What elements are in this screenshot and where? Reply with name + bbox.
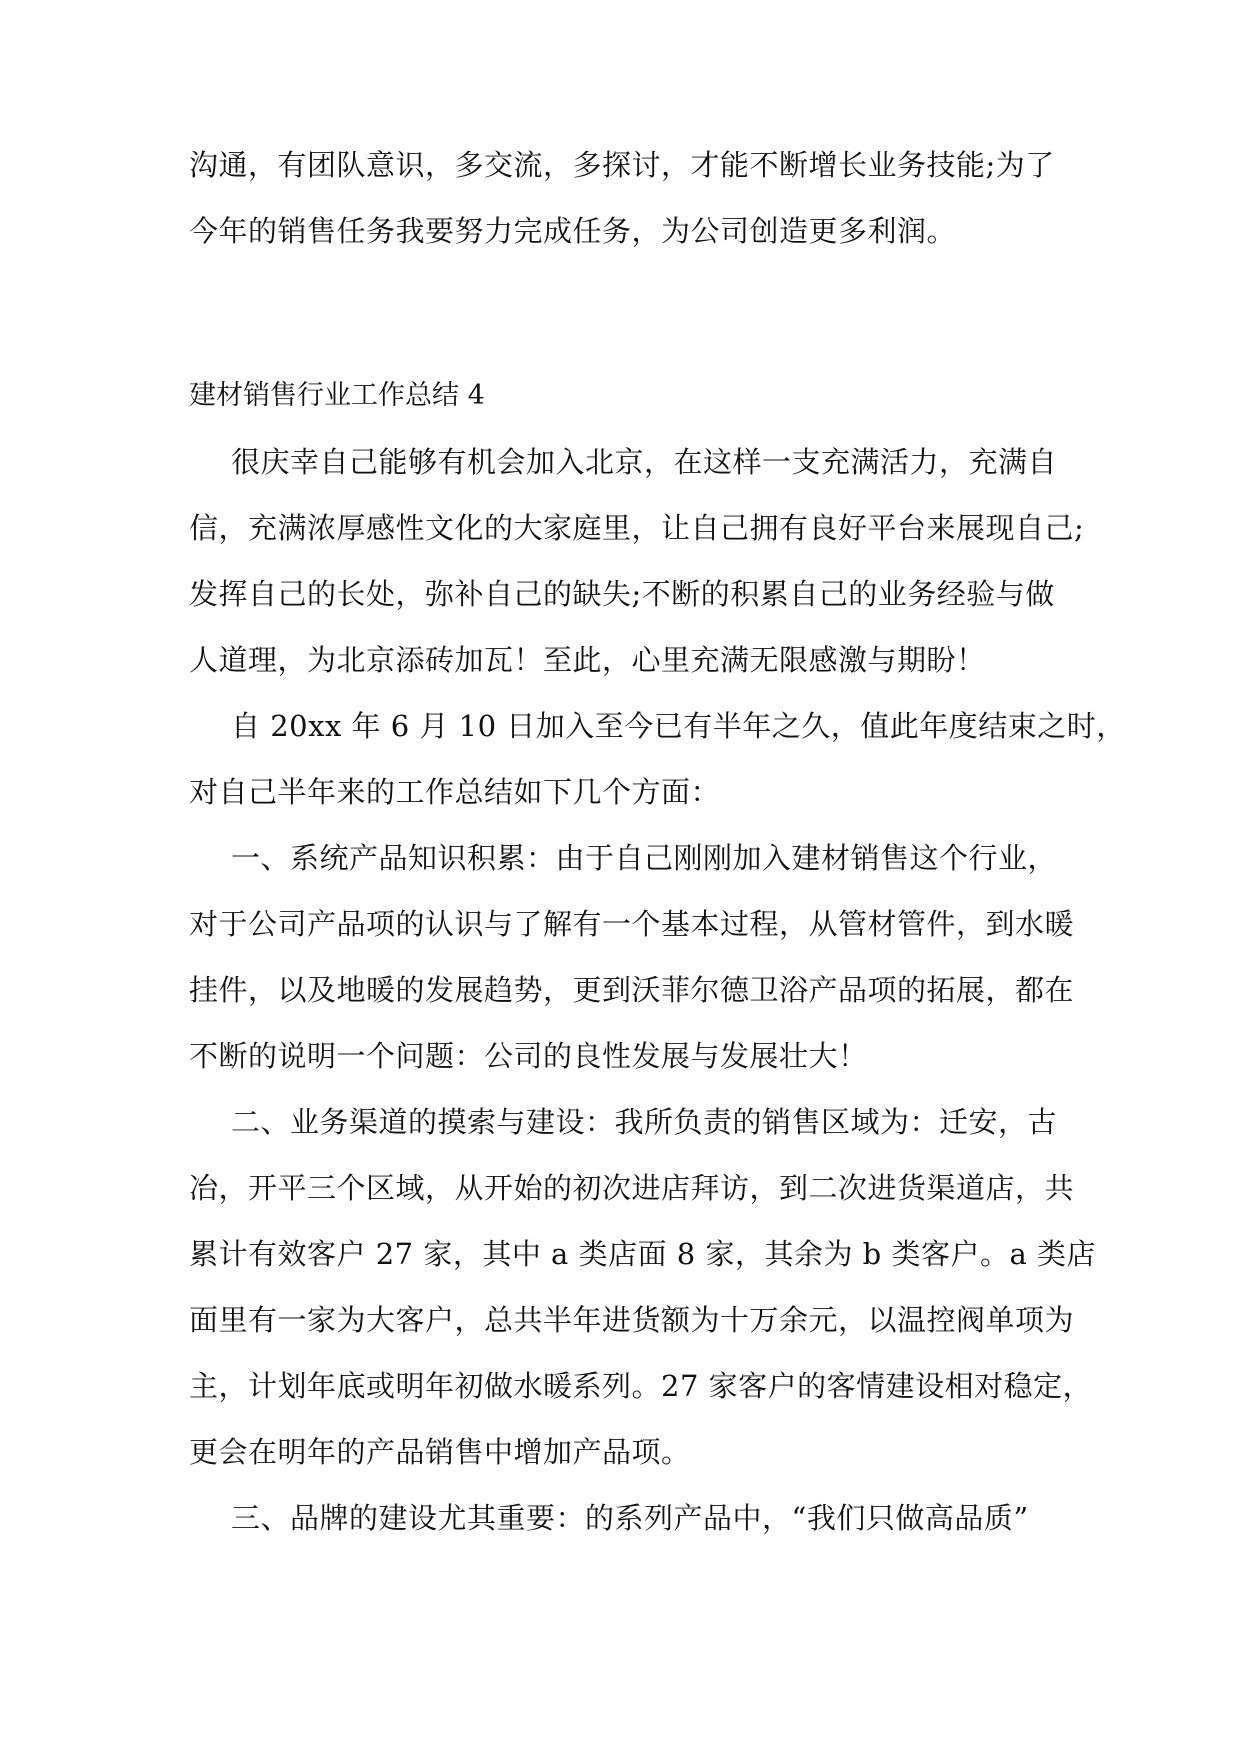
text-line: 信，充满浓厚感性文化的大家庭里，让自己拥有良好平台来展现自己; [189,511,1085,545]
paragraph-product-knowledge [189,825,1075,1089]
text-line: 面里有一家为大客户，总共半年进货额为十万余元，以温控阀单项为 [189,1303,1075,1337]
text-line: 主，计划年底或明年初做水暖系列。27 家客户的客情建设相对稳定， [189,1369,1093,1403]
text-line: 对自己半年来的工作总结如下几个方面： [189,775,721,809]
paragraph-summary-intro [189,693,1126,825]
text-line: 冶，开平三个区域，从开始的初次进店拜访，到二次进货渠道店，共 [189,1171,1075,1205]
text-line: 人道理，为北京添砖加瓦！至此，心里充满无限感激与期盼！ [189,643,986,677]
continuation-paragraph [189,132,1059,264]
text-line: 不断的说明一个问题：公司的良性发展与发展壮大！ [189,1039,868,1073]
text-line: 一、系统产品知识积累：由于自己刚刚加入建材销售这个行业， [231,841,1058,875]
text-line: 对于公司产品项的认识与了解有一个基本过程，从管材管件，到水暖 [189,907,1075,941]
text-line: 很庆幸自己能够有机会加入北京，在这样一支充满活力，充满自 [231,445,1058,479]
paragraph-intro [189,429,1085,693]
text-line: 二、业务渠道的摸索与建设：我所负责的销售区域为：迁安，古 [231,1105,1058,1139]
text-line: 累计有效客户 27 家，其中 a 类店面 8 家，其余为 b 类客户。a 类店 [189,1237,1096,1271]
section-title [189,363,1059,429]
text-line: 自 20xx 年 6 月 10 日加入至今已有半年之久，值此年度结束之时， [231,709,1126,743]
text-line: 更会在明年的产品销售中增加产品项。 [189,1435,691,1469]
paragraph-brand-building [189,1485,1059,1551]
text-line: 三、品牌的建设尤其重要：的系列产品中，“我们只做高品质” [231,1501,1029,1535]
text-line: 挂件，以及地暖的发展趋势，更到沃菲尔德卫浴产品项的拓展，都在 [189,973,1075,1007]
text-line: 沟通，有团队意识，多交流，多探讨，才能不断增长业务技能;为了 [189,148,1055,182]
text-line: 发挥自己的长处，弥补自己的缺失;不断的积累自己的业务经验与做 [189,577,1055,611]
section-title-text: 建材销售行业工作总结 4 [189,380,485,411]
paragraph-business-channels [189,1089,1096,1485]
text-line: 今年的销售任务我要努力完成任务，为公司创造更多利润。 [189,214,957,248]
